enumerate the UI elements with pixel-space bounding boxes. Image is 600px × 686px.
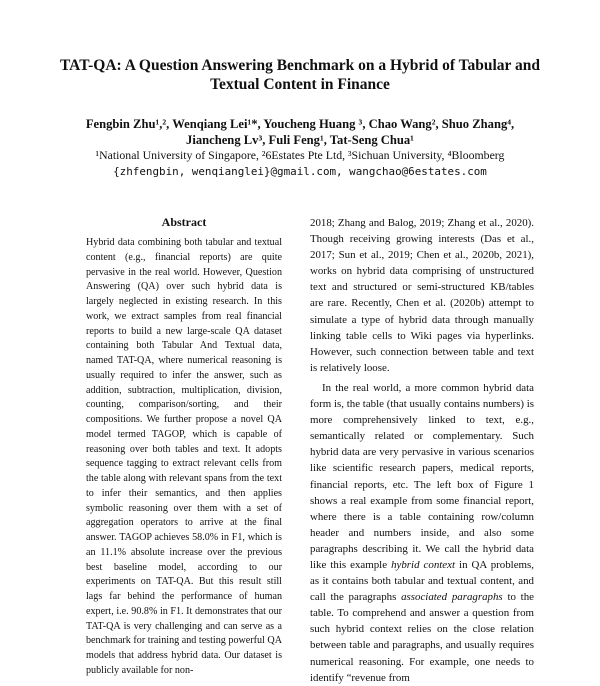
body-paragraph-2 bbox=[310, 380, 534, 686]
abstract-heading: Abstract bbox=[161, 215, 207, 229]
abstract-text: Hybrid data combining both tabular and textual content (e.g., financial reports) are quite pervasive in the real world. However, Question Answering (QA) over such hybrid data is largely neglected in existing research. In this work, we extract samples from real financial reports to build a new large-scale QA dataset containing both Tabular And Textual data, named TAT-QA, where numerical reasoning is usually required to infer the answer, such as addition, subtraction, multiplication, division, counting, comparison/sorting, and their compositions. We further propose a novel QA model termed TAGOP, which is capable of reasoning over both tables and text. It adopts sequence tagging to extract relevant cells from the table along with relevant spans from the text to infer their semantics, and then applies symbolic reasoning over them with a set of aggregation operators to arrive at the final answer. TAGOP achieves 58.0% in F1, which is an 11.1% absolute increase over the previous best baseline model, according to our experiments on TAT-QA. But this result still lags far behind the performance of human expert, i.e. 90.8% in F1. It demonstrates that our TAT-QA is very challenging and can serve as a benchmark for training and testing powerful QA models that address hybrid data. Our dataset is publicly available for non- bbox=[86, 237, 282, 676]
body-paragraph-1: 2018; Zhang and Balog, 2019; Zhang et al., 2020). Though receiving growing interests (Das et al., 2017; Sun et al., 2019; Chen et al., 2020b, 2021), works on hybrid data comprising of unstructured text and structured or semi-structured KB/tables are rare. Recently, Chen et al. (2020b) attempt to simulate a type of hybrid data through manually linking table cells to Wiki pages via hyperlinks. However, such connection between table and text is relatively loose. bbox=[310, 217, 534, 374]
affiliations: ¹National University of Singapore, ²6Estates Pte Ltd, ³Sichuan University, ⁴Bloomberg bbox=[95, 148, 505, 162]
body-paragraph-2-part-b: in QA problems, as it contains both tabular and textual content, and call the paragraphs bbox=[310, 558, 534, 604]
term-associated-paragraphs: associated paragraphs bbox=[401, 591, 503, 604]
term-hybrid-context: hybrid context bbox=[391, 558, 455, 571]
author-list bbox=[50, 116, 550, 148]
author-emails: {zhfengbin, wenqianglei}@gmail.com, wangchao@6estates.com bbox=[113, 165, 487, 178]
body-paragraph-2-part-c: to the table. To comprehend and answer a question from such hybrid context relies on the close relation between table and paragraphs, and usually requires numerical reasoning. For example, one needs to identify “revenue from bbox=[310, 591, 534, 684]
authors-line-2: Jiancheng Lv³, Fuli Feng¹, Tat-Seng Chua¹ bbox=[186, 133, 414, 147]
introduction-column bbox=[310, 215, 534, 686]
body-paragraph-2-part-a: In the real world, a more common hybrid data form is, the table (that usually contains numbers) is more comprehensively linked to text, e.g., semantically related or complementary. Such hybrid data are very pervasive in various scenarios like scientific research papers, medical reports, financial reports, etc. The left box of Figure 1 shows a real example from some financial report, where there is a table containing row/column header and numbers inside, and also some paragraphs describing it. We call the hybrid data like this example bbox=[310, 381, 534, 571]
authors-line-1: Fengbin Zhu¹,², Wenqiang Lei¹*, Youcheng Huang ³, Chao Wang², Shuo Zhang⁴, bbox=[85, 117, 515, 131]
paper-title: TAT-QA: A Question Answering Benchmark on a Hybrid of Tabular and Textual Content in Finance bbox=[59, 57, 541, 93]
